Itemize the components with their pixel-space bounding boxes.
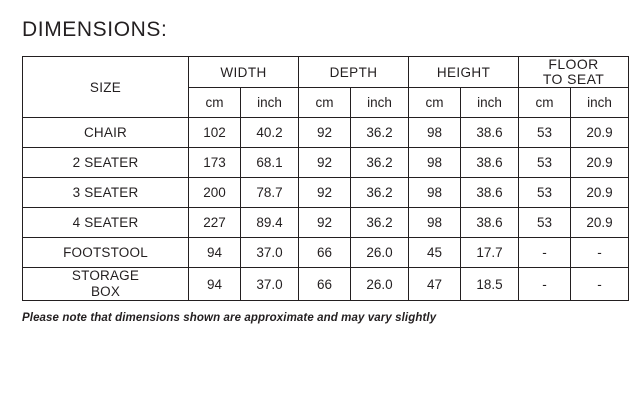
table-header-groups [23, 57, 629, 88]
cell-value: 92 [299, 208, 351, 238]
row-label: FOOTSTOOL [23, 238, 189, 268]
cell-value: 47 [409, 268, 461, 301]
unit-header-width-inch: inch [241, 88, 299, 118]
cell-value: 98 [409, 148, 461, 178]
column-group-height: HEIGHT [409, 57, 519, 88]
cell-value: 37.0 [241, 268, 299, 301]
cell-value: 17.7 [461, 238, 519, 268]
cell-value: 53 [519, 208, 571, 238]
cell-value: 18.5 [461, 268, 519, 301]
table-row [23, 178, 629, 208]
cell-value: 98 [409, 208, 461, 238]
page-title: DIMENSIONS: [22, 18, 168, 41]
cell-value: 94 [189, 268, 241, 301]
column-group-depth: DEPTH [299, 57, 409, 88]
cell-value: 38.6 [461, 148, 519, 178]
cell-value: 36.2 [351, 118, 409, 148]
cell-value: - [571, 268, 629, 301]
cell-value: 36.2 [351, 208, 409, 238]
cell-value: 45 [409, 238, 461, 268]
unit-header-depth-cm: cm [299, 88, 351, 118]
cell-value: 37.0 [241, 238, 299, 268]
row-label-line1: STORAGE [71, 268, 140, 283]
table-row [23, 208, 629, 238]
unit-header-width-cm: cm [189, 88, 241, 118]
cell-value: 38.6 [461, 118, 519, 148]
floor-to-seat-line1: FLOOR [548, 56, 599, 72]
cell-value: 38.6 [461, 208, 519, 238]
cell-value: 227 [189, 208, 241, 238]
cell-value: 68.1 [241, 148, 299, 178]
cell-value: 36.2 [351, 148, 409, 178]
table-row [23, 268, 629, 301]
cell-value: 98 [409, 118, 461, 148]
table-row [23, 118, 629, 148]
unit-header-height-inch: inch [461, 88, 519, 118]
cell-value: 53 [519, 118, 571, 148]
unit-header-floor-to-seat-cm: cm [519, 88, 571, 118]
cell-value: 89.4 [241, 208, 299, 238]
unit-header-depth-inch: inch [351, 88, 409, 118]
cell-value: 36.2 [351, 178, 409, 208]
row-label: CHAIR [23, 118, 189, 148]
cell-value: 20.9 [571, 148, 629, 178]
column-header-size: SIZE [23, 57, 189, 118]
cell-value: 173 [189, 148, 241, 178]
cell-value: 20.9 [571, 178, 629, 208]
row-label: 4 SEATER [23, 208, 189, 238]
cell-value: - [571, 238, 629, 268]
cell-value: 94 [189, 238, 241, 268]
row-label-line2: BOX [90, 284, 121, 299]
cell-value: 92 [299, 178, 351, 208]
cell-value: 53 [519, 148, 571, 178]
table-row [23, 148, 629, 178]
row-label: 2 SEATER [23, 148, 189, 178]
cell-value: 200 [189, 178, 241, 208]
cell-value: 92 [299, 148, 351, 178]
cell-value: 20.9 [571, 208, 629, 238]
cell-value: 102 [189, 118, 241, 148]
cell-value: 66 [299, 238, 351, 268]
floor-to-seat-line2: TO SEAT [542, 71, 605, 87]
dimensions-table [22, 56, 629, 301]
unit-header-height-cm: cm [409, 88, 461, 118]
cell-value: 26.0 [351, 268, 409, 301]
cell-value: 78.7 [241, 178, 299, 208]
cell-value: 26.0 [351, 238, 409, 268]
column-group-floor-to-seat [519, 57, 629, 88]
table-row [23, 238, 629, 268]
cell-value: 20.9 [571, 118, 629, 148]
unit-header-floor-to-seat-inch: inch [571, 88, 629, 118]
cell-value: 66 [299, 268, 351, 301]
cell-value: - [519, 238, 571, 268]
cell-value: 92 [299, 118, 351, 148]
row-label: 3 SEATER [23, 178, 189, 208]
cell-value: 38.6 [461, 178, 519, 208]
column-group-width: WIDTH [189, 57, 299, 88]
row-label [23, 268, 189, 301]
cell-value: 98 [409, 178, 461, 208]
cell-value: 40.2 [241, 118, 299, 148]
disclaimer-note: Please note that dimensions shown are approximate and may vary slightly [22, 312, 437, 324]
cell-value: - [519, 268, 571, 301]
cell-value: 53 [519, 178, 571, 208]
